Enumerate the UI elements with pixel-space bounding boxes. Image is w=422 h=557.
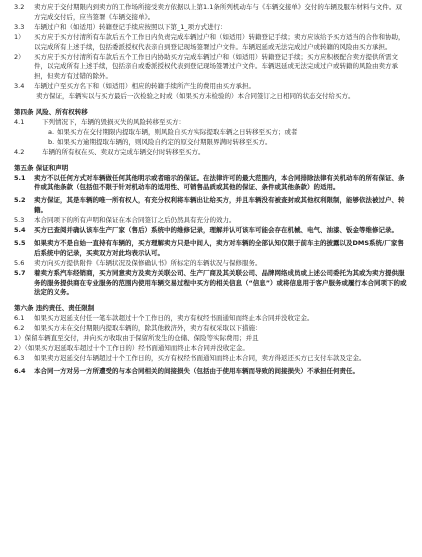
option-text: 买方应于买方付清所有车款后五个工作日内负责完成车辆过户和（如适用）转籍登记手续；卖方应该给予买方适当的合作和协助，以完成所有上述手续，包括委派授权代表亲自到登记现场签署过户文件。车辆迟延或无法完成过户或转籍的风险由买方承担。 (34, 32, 405, 51)
clause-number: 5.6 (14, 258, 25, 267)
clause-number: 3.3 (14, 22, 25, 31)
clause-text: 如果买方迟延支付任一笔车款超过十个工作日的，卖方有权经书面通知而终止本合同并没收定金。 (34, 314, 314, 323)
clause-text: 卖方应于交付期限内到卖方的工作场所接受卖方依据以上第1.1条所列机动车与《车辆交接单》交付的车辆及服车材料与文件。双方完成交付后，应当签署《车辆交接单》。 (34, 3, 402, 21)
clause-number: 5.4 (14, 226, 26, 235)
clause-text: 车辆的所有权在买、卖双方完成车辆交付时转移至买方。 (42, 147, 205, 156)
clause-text: 本合同项下的所有声明和保证在本合同签订之后仍然具有充分的效力。 (34, 216, 236, 225)
item-text: 如果买方逾期提取车辆的，则风险自约定的原交付期限界满时转移至买方。 (57, 137, 272, 146)
clause-text: 本合同一方对另一方所遭受的与本合同相关的间接损失（包括由于使用车辆而导致的间接损失）不承担任何责任。 (34, 366, 359, 375)
clause-number: 5.3 (14, 216, 25, 225)
clause-number: 4.1 (14, 117, 25, 126)
clause-4-2 (14, 148, 408, 158)
section-6-title: 第六条 违约责任、责任限制 (14, 304, 95, 313)
clause-number: 6.4 (14, 366, 26, 375)
item-letter: a. (48, 127, 55, 136)
clause-5-4 (14, 226, 408, 236)
clause-3-4 (14, 82, 408, 92)
clause-4-1 (14, 118, 408, 128)
clause-number: 5.1 (14, 173, 26, 182)
clause-number: 3.4 (14, 82, 25, 91)
clause-3-3-option-1 (14, 33, 408, 53)
clause-5-1 (14, 174, 408, 194)
clause-3-2 (14, 3, 408, 23)
option-number: 2） (14, 52, 25, 61)
clause-number: 5.2 (14, 196, 26, 205)
option-text: 买方应于买方付清所有车款后五个工作日内协助买方完成车辆过户和（如适用）转籍登记手续；买方应积极配合卖方提供所需文件，以完成所有上述手续，包括亲自或委派授权代表到登记现场签署过户文件。车辆迟延或无法完成过户或转籍的风险由卖方承担，但卖方有过错的除外。 (34, 52, 398, 81)
clause-number: 5.5 (14, 238, 26, 247)
clause-5-6 (14, 259, 408, 269)
section-5-title: 第五条 保证和声明 (14, 163, 69, 172)
clause-text: 卖方向买方提供附件《车辆状况及保修确认书》所标定的车辆状况与保修服务。 (34, 258, 262, 267)
clause-3-3 (14, 23, 408, 33)
section-4-title: 第四条 风险、所有权转移 (14, 108, 88, 117)
clause-6-2-item-2: 2）（如果买方迟延取车超过十个工作日的）经书面通知而终止本合同并没收定金。 (14, 344, 249, 352)
clause-text: 卖方保证，其是车辆的唯一所有权人，有充分权利将车辆出让给买方，并且车辆没有被查封或其他权利限制，能够依法被过户、转籍。 (34, 196, 405, 215)
clause-5-5 (14, 239, 408, 259)
item-letter: b. (48, 137, 55, 146)
clause-6-2 (14, 324, 408, 334)
clause-number: 5.7 (14, 268, 26, 277)
clause-text: 卖方不以任何方式对车辆做任何其他明示或者暗示的保证。在法律许可的最大范围内，本合同排除法律有关机动车的所有保证、条件或其他条款（包括但不限于针对机动车的适用性、可销售品质或其他的保证、条件或其他条款）的适用。 (34, 173, 405, 192)
clause-text: 如果卖方不是自始一直持有车辆的，买方理解卖方只是中间人，卖方对车辆的全部认知仅限于前车主的披露以及DMS系统/厂家售后系统中的记录，买卖双方对此均表示认可。 (34, 238, 404, 257)
clause-text: 车辆过户至买方名下和（如适用）相应的转籍手续所产生的费用由买方承担。 (34, 82, 255, 91)
clause-3-4-continuation: 卖方保证，车辆实以与买方最后一次检验之时或（如果买方未检验的）本合同签订之日相同的状态交付给买方。 (36, 92, 355, 101)
clause-5-3 (14, 216, 408, 226)
option-number: 1） (14, 32, 25, 41)
clause-text: 如果卖方迟延交付车辆超过十个工作日的，买方有权经书面通知而终止本合同，卖方得返还买方已支付车款及定金。 (34, 353, 366, 362)
clause-5-2 (14, 196, 408, 216)
clause-5-7 (14, 269, 408, 299)
clause-number: 4.2 (14, 147, 25, 156)
clause-6-3 (14, 354, 408, 364)
clause-text: 下列情况下，车辆的毁损灭失的风险转移至买方： (42, 117, 185, 126)
clause-number: 6.1 (14, 314, 25, 323)
item-text: 如果买方在交付期限内提取车辆，则风险自买方实际提取车辆之日转移至买方；或者 (57, 127, 298, 136)
clause-number: 3.2 (14, 3, 25, 11)
clause-number: 6.3 (14, 353, 25, 362)
clause-3-3-option-2 (14, 53, 408, 83)
clause-text: 车辆过户和（如适用）转籍登记手续应按照以下第_1_项方式进行： (34, 22, 227, 31)
clause-6-1 (14, 314, 408, 324)
clause-text: 如果买方未在交付期限内提取车辆的，除其他救济外，卖方有权采取以下措施： (34, 324, 262, 333)
clause-4-1-b (14, 138, 408, 148)
clause-number: 6.2 (14, 324, 25, 333)
clause-4-1-a (14, 128, 408, 138)
clause-text: 着卖方系汽车经销商，买方同意卖方及卖方关联公司、生产厂商及其关联公司、品牌网络成员或上述公司委托为其或为卖方提供服务的服务提供商在专业服务的范围内使用车辆交易过程中买方的相关信息（“信息”）或将信息用于客户服务或履行本合同项下的或法定的义务。 (34, 268, 407, 297)
clause-6-2-item-1: 1）保留车辆直至交付，并向买方收取由于保留所发生的仓储、保险等实际费用；并且 (14, 334, 259, 343)
clause-6-4 (14, 367, 408, 377)
clause-text: 买方已查阅并确认该车生产厂家（售后）系统中的维修记录，理解并认可该车可能会存在机械、电气、油漆、钣金等维修记录。 (34, 226, 398, 235)
